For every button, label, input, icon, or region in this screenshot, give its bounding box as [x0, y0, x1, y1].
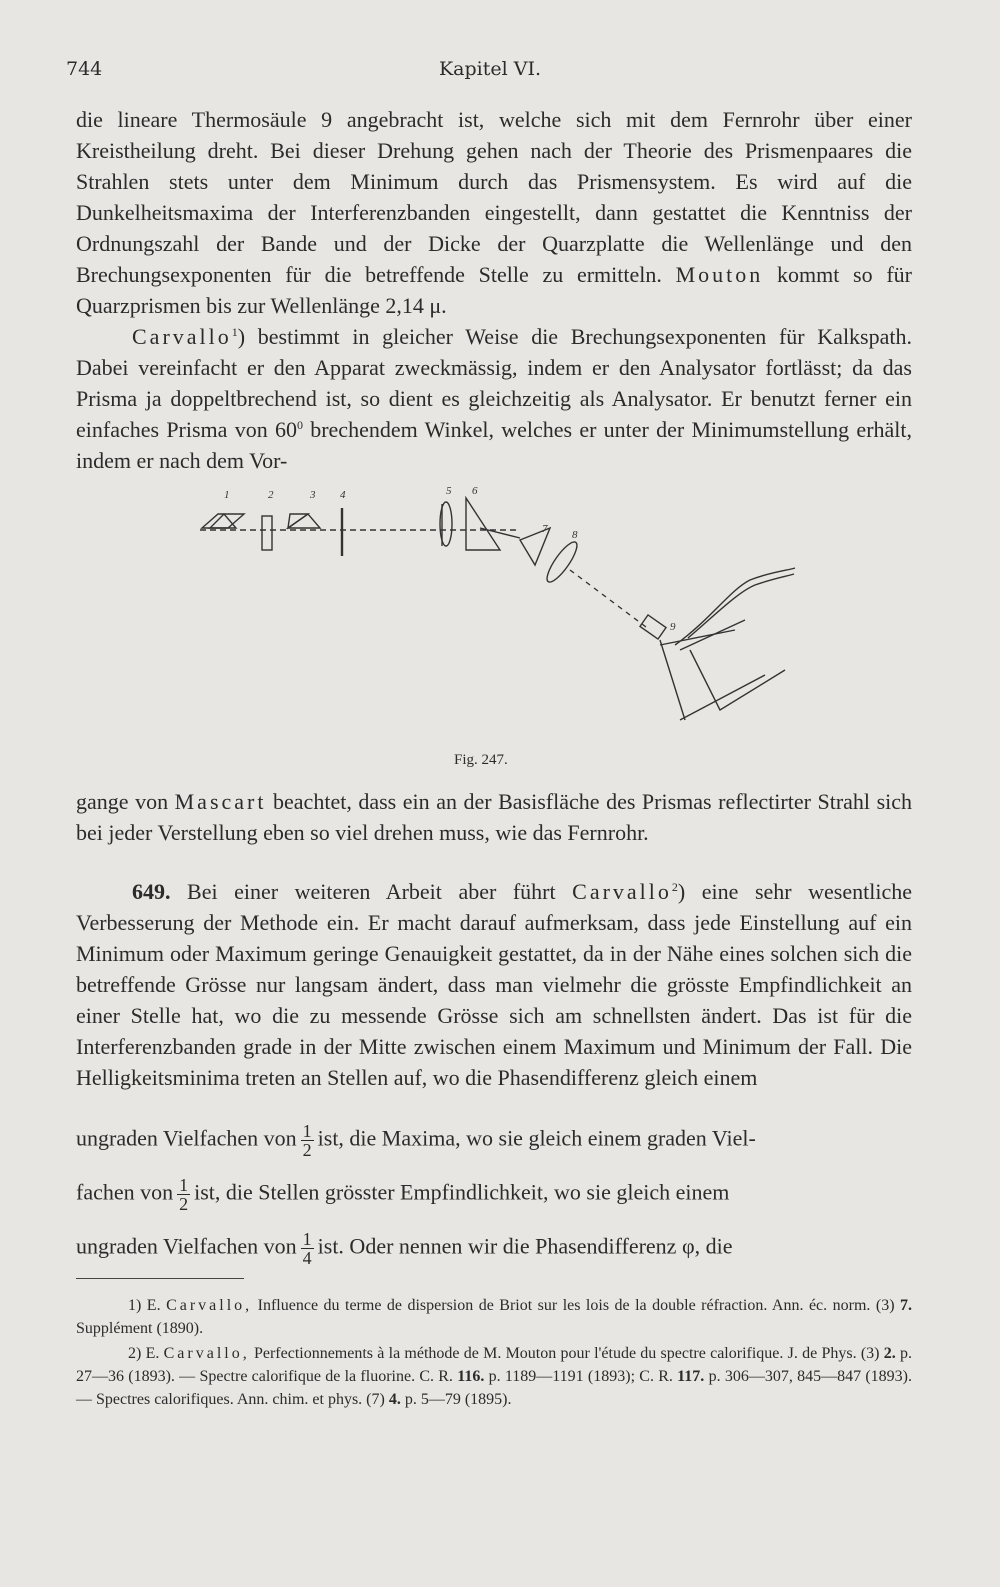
chapter-title: Kapitel VI.: [438, 58, 542, 80]
paragraph: [76, 786, 912, 848]
text-run: ) bestimmt in gleicher Weise die Brechungsexponenten für Kalkspath. Dabei vereinfacht er den Apparat zweckmässig, indem er den Analysator fortlässt; da das Prisma ja doppeltbrechend ist, so dient es gleichzeitig als Analysator. Er benutzt ferner ein einfaches Prisma von 60: [76, 324, 912, 442]
footnote-1: [76, 1294, 912, 1340]
degree-sign: 0: [296, 418, 303, 432]
fraction: [301, 1122, 314, 1159]
prism-1-inner: [210, 514, 236, 528]
text-run: p. 27—36 (1893). — Spectre calorifique de la fluorine. C. R.: [76, 1345, 913, 1385]
fig-label: 5: [446, 485, 452, 497]
numerator: 1: [302, 1121, 312, 1141]
text-run: Influence du terme de dispersion de Briot sur les lois de la double réfraction. Ann. éc. norm. (3): [257, 1297, 895, 1314]
text-run: kommt so für Quarzprismen bis zur Wellenlänge 2,14 μ.: [76, 262, 912, 318]
scale-outline: [690, 650, 785, 710]
scale-arc: [660, 640, 685, 720]
footnote-2: [76, 1342, 912, 1411]
fig-label: 4: [340, 489, 346, 501]
volume-number: 117.: [677, 1368, 705, 1385]
fraction-line-2: [76, 1176, 912, 1213]
denominator: 2: [302, 1140, 312, 1160]
text-run: ungraden Vielfachen von: [76, 1125, 297, 1151]
author-name: Mouton: [675, 262, 764, 287]
fraction: [301, 1230, 314, 1267]
prism-6: [466, 498, 500, 550]
section-number: 649.: [132, 879, 171, 904]
prism-3-b: [288, 514, 308, 528]
footnote-rule: [76, 1278, 244, 1279]
text-run: p. 306—307, 845—847 (1893). — Spectres calorifiques. Ann. chim. et phys. (7): [76, 1368, 913, 1408]
text-run: Supplément (1890).: [76, 1320, 204, 1337]
fig-label: 9: [670, 621, 676, 633]
beam-dashed: [570, 570, 650, 630]
author-name: Carvallo,: [166, 1297, 253, 1314]
text-run: die lineare Thermosäule 9 angebracht ist, welche sich mit dem Fernrohr über einer Kreistheilung dreht. Bei dieser Drehung gehen nach der Theorie des Prismenpaares die Strahlen stets unter dem Minimum durch das Prismensystem. Es wird auf die Dunkelheitsmaxima der Interferenzbanden eingestellt, dann gestattet die Kenntniss der Ordnungszahl der Bande und der Dicke der Quarzplatte die Wellenlänge und den Brechungsexponenten für die betreffende Stelle zu ermitteln.: [76, 107, 912, 287]
text-run: Bei einer weiteren Arbeit aber führt: [187, 879, 556, 904]
page-number: 744: [66, 58, 103, 80]
scale-diag: [680, 675, 765, 720]
text-run: ist, die Stellen grösster Empfindlichkeit, wo sie gleich einem: [194, 1179, 730, 1205]
fig-label: 1: [224, 489, 230, 501]
fig-label: 6: [472, 485, 478, 497]
text-run: ) eine sehr wesentliche Verbesserung der Methode ein. Er macht darauf aufmerksam, dass jede Einstellung auf ein Minimum oder Maximum geringe Genauigkeit gestattet, da in der Nähe eines solchen sich die betreffende Grösse nur langsam ändert, dass man vielmehr die grösste Empfindlichkeit an einer Stelle hat, wo die zu messende Grösse sich am schnellsten ändert. Das ist für die Interferenzbanden grade in der Mitte zwischen einem Maximum und Minimum der Fall. Die Helligkeitsminima treten an Stellen auf, wo die Phasendifferenz gleich einem: [76, 879, 913, 1090]
footnote-ref: 1: [231, 325, 238, 339]
thermopile-9: [640, 615, 666, 639]
volume-number: 4.: [388, 1391, 401, 1408]
paragraph-continued: [76, 104, 912, 321]
paragraph-649: [76, 876, 912, 1093]
footnote-ref: 2: [671, 880, 678, 894]
text-run: gange von: [76, 789, 169, 814]
figure-caption: Fig. 247.: [454, 752, 508, 768]
numerator: 1: [302, 1229, 312, 1249]
figure-247: [190, 480, 820, 770]
fig-label: 8: [572, 529, 578, 541]
text-run: 2) E.: [128, 1345, 160, 1362]
paragraph-top: [76, 104, 912, 476]
author-name: Carvallo: [572, 879, 672, 904]
fraction: [177, 1176, 190, 1213]
numerator: 1: [179, 1175, 189, 1195]
telescope-arm-2: [688, 574, 794, 638]
fraction-line-1: [76, 1122, 912, 1159]
denominator: 2: [179, 1194, 189, 1214]
denominator: 4: [302, 1248, 312, 1268]
text-run: p. 1189—1191 (1893); C. R.: [488, 1368, 673, 1385]
fig-label: 2: [268, 489, 274, 501]
quartz-plate-2: [262, 516, 272, 550]
text-run: brechendem Winkel, welches er unter der Minimumstellung erhält, indem er nach dem Vor-: [76, 417, 913, 473]
text-run: fachen von: [76, 1179, 174, 1205]
text-run: ist. Oder nennen wir die Phasendifferenz φ, die: [317, 1233, 733, 1259]
lens-8: [543, 538, 582, 585]
author-name: Carvallo: [132, 324, 232, 349]
text-run: ungraden Vielfachen von: [76, 1233, 297, 1259]
text-run: ist, die Maxima, wo sie gleich einem graden Viel-: [317, 1125, 756, 1151]
fraction-line-3: [76, 1230, 912, 1267]
paragraph-mascart: [76, 786, 912, 848]
author-name: Mascart: [174, 789, 267, 814]
text-run: 1) E.: [128, 1297, 161, 1314]
volume-number: 116.: [457, 1368, 485, 1385]
paragraph-carvallo: [76, 321, 912, 476]
running-header: [66, 58, 914, 88]
fig-label: 3: [310, 489, 316, 501]
prism-1: [202, 514, 244, 528]
volume-number: 7.: [900, 1297, 913, 1314]
paragraph: [76, 876, 912, 1093]
volume-number: 2.: [883, 1345, 896, 1362]
text-run: Perfectionnements à la méthode de M. Mouton pour l'étude du spectre calorifique. J. de Phys. (3): [253, 1345, 880, 1362]
text-run: p. 5—79 (1895).: [404, 1391, 512, 1408]
fig-label: 7: [542, 523, 548, 535]
text-run: beachtet, dass ein an der Basisfläche des Prismas reflectirter Strahl sich bei jeder Verstellung eben so viel drehen muss, wie das Fernrohr.: [76, 789, 913, 845]
author-name: Carvallo,: [163, 1345, 250, 1362]
footnotes: [76, 1294, 912, 1413]
